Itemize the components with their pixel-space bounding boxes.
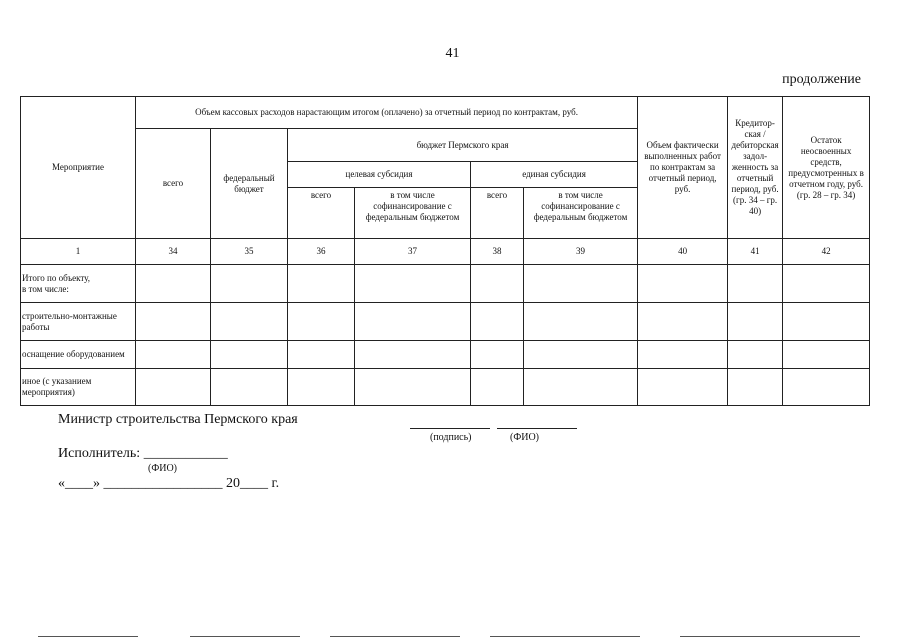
header-single-cofinancing: в том числе софинансирование с федеральным бюджетом xyxy=(524,188,638,239)
continuation-label: продолжение xyxy=(782,72,861,87)
column-number: 34 xyxy=(136,239,211,265)
table-cell xyxy=(136,341,211,369)
table-cell xyxy=(728,369,783,406)
header-single-total: всего xyxy=(471,188,524,239)
header-cash-expenses: Объем кассовых расходов нарастающим итогом (оплачено) за отчетный период по контрактам, руб. xyxy=(136,97,638,129)
column-number: 38 xyxy=(471,239,524,265)
table-cell xyxy=(728,303,783,341)
signature-line xyxy=(410,428,490,429)
table-cell xyxy=(728,341,783,369)
date-line: «____» _________________ 20____ г. xyxy=(58,476,280,491)
table-cell xyxy=(638,265,728,303)
column-number: 41 xyxy=(728,239,783,265)
table-cell xyxy=(524,341,638,369)
table-cell xyxy=(211,303,288,341)
fio-line xyxy=(497,428,577,429)
table-cell xyxy=(355,341,471,369)
table-cell xyxy=(638,369,728,406)
bottom-divider xyxy=(330,636,460,637)
bottom-divider xyxy=(680,636,860,637)
row-label-construction: строительно-монтажные работы xyxy=(21,303,136,341)
column-number-row xyxy=(21,239,870,265)
table-cell xyxy=(783,303,870,341)
header-debt: Кредитор- ская / дебиторская задол- женность за отчетный период, руб. (гр. 34 – гр. 40) xyxy=(728,97,783,239)
row-label-equipment: оснащение оборудованием xyxy=(21,341,136,369)
table-cell xyxy=(471,369,524,406)
bottom-divider xyxy=(190,636,300,637)
header-measure: Мероприятие xyxy=(21,97,136,239)
minister-title: Министр строительства Пермского края xyxy=(58,412,298,427)
table-row xyxy=(21,303,870,341)
column-number: 36 xyxy=(288,239,355,265)
table-cell xyxy=(471,265,524,303)
executor-label: Исполнитель: ____________ xyxy=(58,446,228,461)
column-number: 35 xyxy=(211,239,288,265)
header-remaining: Остаток неосвоенных средств, предусмотренных в отчетном году, руб. (гр. 28 – гр. 34) xyxy=(783,97,870,239)
row-label-other: иное (с указанием мероприятия) xyxy=(21,369,136,406)
bottom-divider xyxy=(490,636,640,637)
report-table xyxy=(20,96,870,406)
column-number: 1 xyxy=(21,239,136,265)
column-number: 42 xyxy=(783,239,870,265)
page-number: 41 xyxy=(445,46,460,61)
header-target-subsidy: целевая субсидия xyxy=(288,162,471,188)
table-cell xyxy=(524,369,638,406)
header-single-subsidy: единая субсидия xyxy=(471,162,638,188)
column-number: 37 xyxy=(355,239,471,265)
table-cell xyxy=(524,303,638,341)
table-cell xyxy=(471,341,524,369)
column-number: 39 xyxy=(524,239,638,265)
table-cell xyxy=(355,265,471,303)
header-actual-works: Объем фактически выполненных работ по контрактам за отчетный период, руб. xyxy=(638,97,728,239)
table-cell xyxy=(136,303,211,341)
table-cell xyxy=(355,303,471,341)
table-row xyxy=(21,265,870,303)
table-cell xyxy=(211,369,288,406)
table-cell xyxy=(638,341,728,369)
table-cell xyxy=(728,265,783,303)
table-cell xyxy=(288,341,355,369)
table-cell xyxy=(355,369,471,406)
table-cell xyxy=(211,265,288,303)
table-cell xyxy=(638,303,728,341)
row-label-total: Итого по объекту, в том числе: xyxy=(21,265,136,303)
header-federal-budget: федеральный бюджет xyxy=(211,129,288,239)
fio-caption: (ФИО) xyxy=(510,432,540,443)
table-cell xyxy=(136,265,211,303)
table-row xyxy=(21,341,870,369)
table-cell xyxy=(211,341,288,369)
table-cell xyxy=(136,369,211,406)
header-perm-budget: бюджет Пермского края xyxy=(288,129,638,162)
table-cell xyxy=(524,265,638,303)
table-cell xyxy=(783,341,870,369)
column-number: 40 xyxy=(638,239,728,265)
signature-caption: (подпись) xyxy=(430,432,472,443)
header-total: всего xyxy=(136,129,211,239)
table-cell xyxy=(783,369,870,406)
bottom-divider xyxy=(38,636,138,637)
table-cell xyxy=(288,303,355,341)
table-cell xyxy=(783,265,870,303)
table-row xyxy=(21,369,870,406)
header-target-cofinancing: в том числе софинансирование с федеральным бюджетом xyxy=(355,188,471,239)
header-target-total: всего xyxy=(288,188,355,239)
executor-fio-caption: (ФИО) xyxy=(148,463,178,474)
table-cell xyxy=(288,369,355,406)
table-cell xyxy=(288,265,355,303)
table-cell xyxy=(471,303,524,341)
